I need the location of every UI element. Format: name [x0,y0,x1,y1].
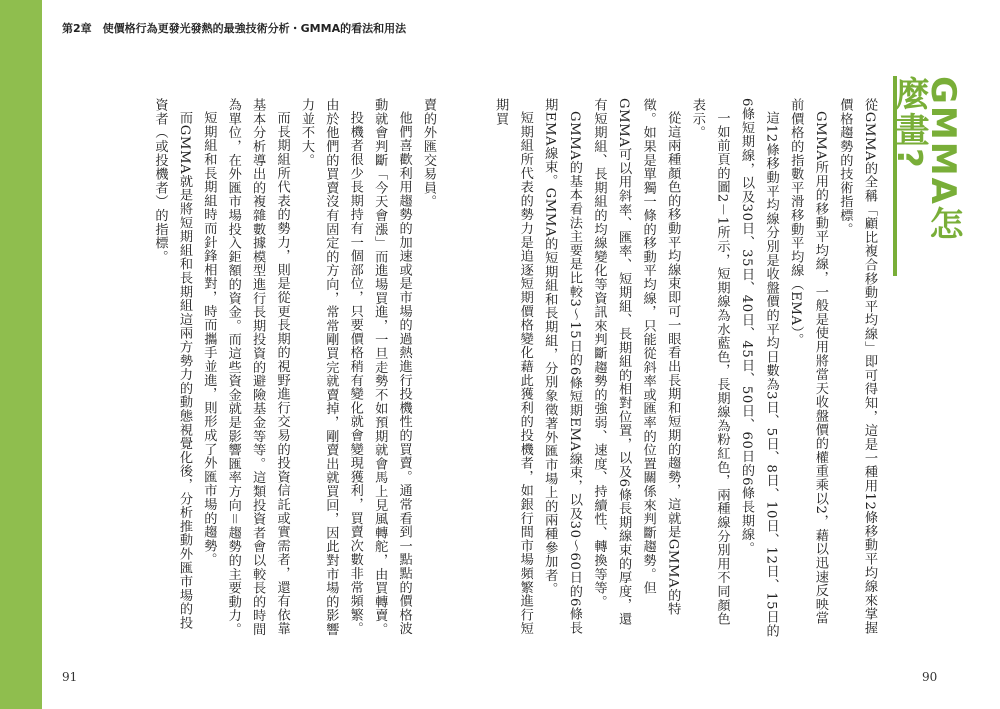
section-title-bar [889,76,963,276]
left-page-body [152,98,440,638]
right-page-body [493,98,881,638]
paragraph: GMMA的基本看法主要是比較3～15日的6條短期EMA線束，以及30～60日的6條長期EMA線束。GMMA的短期組和長期組，分別象徵著外匯市場上的兩種參加者。 [542,98,582,635]
paragraph: 這12條移動平均線分別是收盤價的平均日數為3日、5日、8日、10日、12日、15日的6條短期線，以及30日、35日、40日、45日、50日、60日的6條長期線。 [739,98,779,638]
paragraph: 從這兩種顏色的移動平均線束即可一眼看出長期和短期的趨勢，這就是GMMA的特徵。如果是單獨一條的移動平均線，只能從斜率或匯率的位置關係來判斷趨勢。但GMMA可以用斜率、匯率、短期組、長期組的相對位置，以及6條長期線束的厚度，還有短期組、長期組的均線變化等資訊來判斷趨勢的強弱、速度、持續性、轉換等等。 [591,98,681,626]
paragraph: 從GMMA的全稱「顧比複合移動平均線」即可得知，這是一種用12條移動平均線來掌握價格趨勢的技術指標。 [837,98,877,635]
page-number-left: 91 [62,670,78,684]
section-title: GMMA怎麼畫? [889,76,963,242]
paragraph: 他們喜歡利用趨勢的加速或是市場的過熱進行投機性的買賣。通常看到一點點的價格波動就會判斷「今天會漲」而進場買進，一旦走勢不如預期就會馬上見風轉舵，由買轉賣。 [372,98,412,637]
paragraph: 而長期組所代表的勢力，則是從更長期的視野進行交易的投資信託或實需者，還有依靠基本分析導出的複雜數據模型進行長期投資的避險基金等等。這類投資者會以較長的時間為單位，在外匯市場投入鉅額的資金。而這些資金就是影響匯率方向＝趨勢的主要動力。 [225,98,290,637]
paragraph: 而GMMA就是將短期組和長期組這兩方勢力的動態視覺化後，分析推動外匯市場的投資者（或投機者）的指標。 [152,98,192,630]
paragraph: 短期組所代表的勢力是追逐短期價格變化藉此獲利的投機者，如銀行間市場頻繁進行短期買 [493,98,533,636]
paragraph: 短期組和長期組時而針鋒相對，時而攜手並進，則形成了外匯市場的趨勢。 [201,111,217,567]
page-number-right: 90 [922,670,938,684]
paragraph: 投機者很少長期持有一個部位，只要價格稍有變化就會變現獲利，買賣次數非常頻繁。由於他們的買賣沒有固定的方向，常常剛買完就賣掉，剛賣出就買回，因此對市場的影響力並不大。 [298,98,363,637]
paragraph: 一如前頁的圖2－1所示，短期線為水藍色，長期線為粉紅色，兩種線分別用不同顏色表示。 [689,98,730,626]
paragraph: 賣的外匯交易員。 [421,98,436,209]
running-header: 第2章 使價格行為更發光發熱的最強技術分析・GMMA的看法和用法 [62,22,407,35]
decorative-green-strip [0,0,42,709]
paragraph: GMMA所用的移動平均線，一般是使用將當天收盤價的權重乘以2，藉以迅速反映當前價格的指數平滑移動平均線（EMA）。 [788,98,828,626]
